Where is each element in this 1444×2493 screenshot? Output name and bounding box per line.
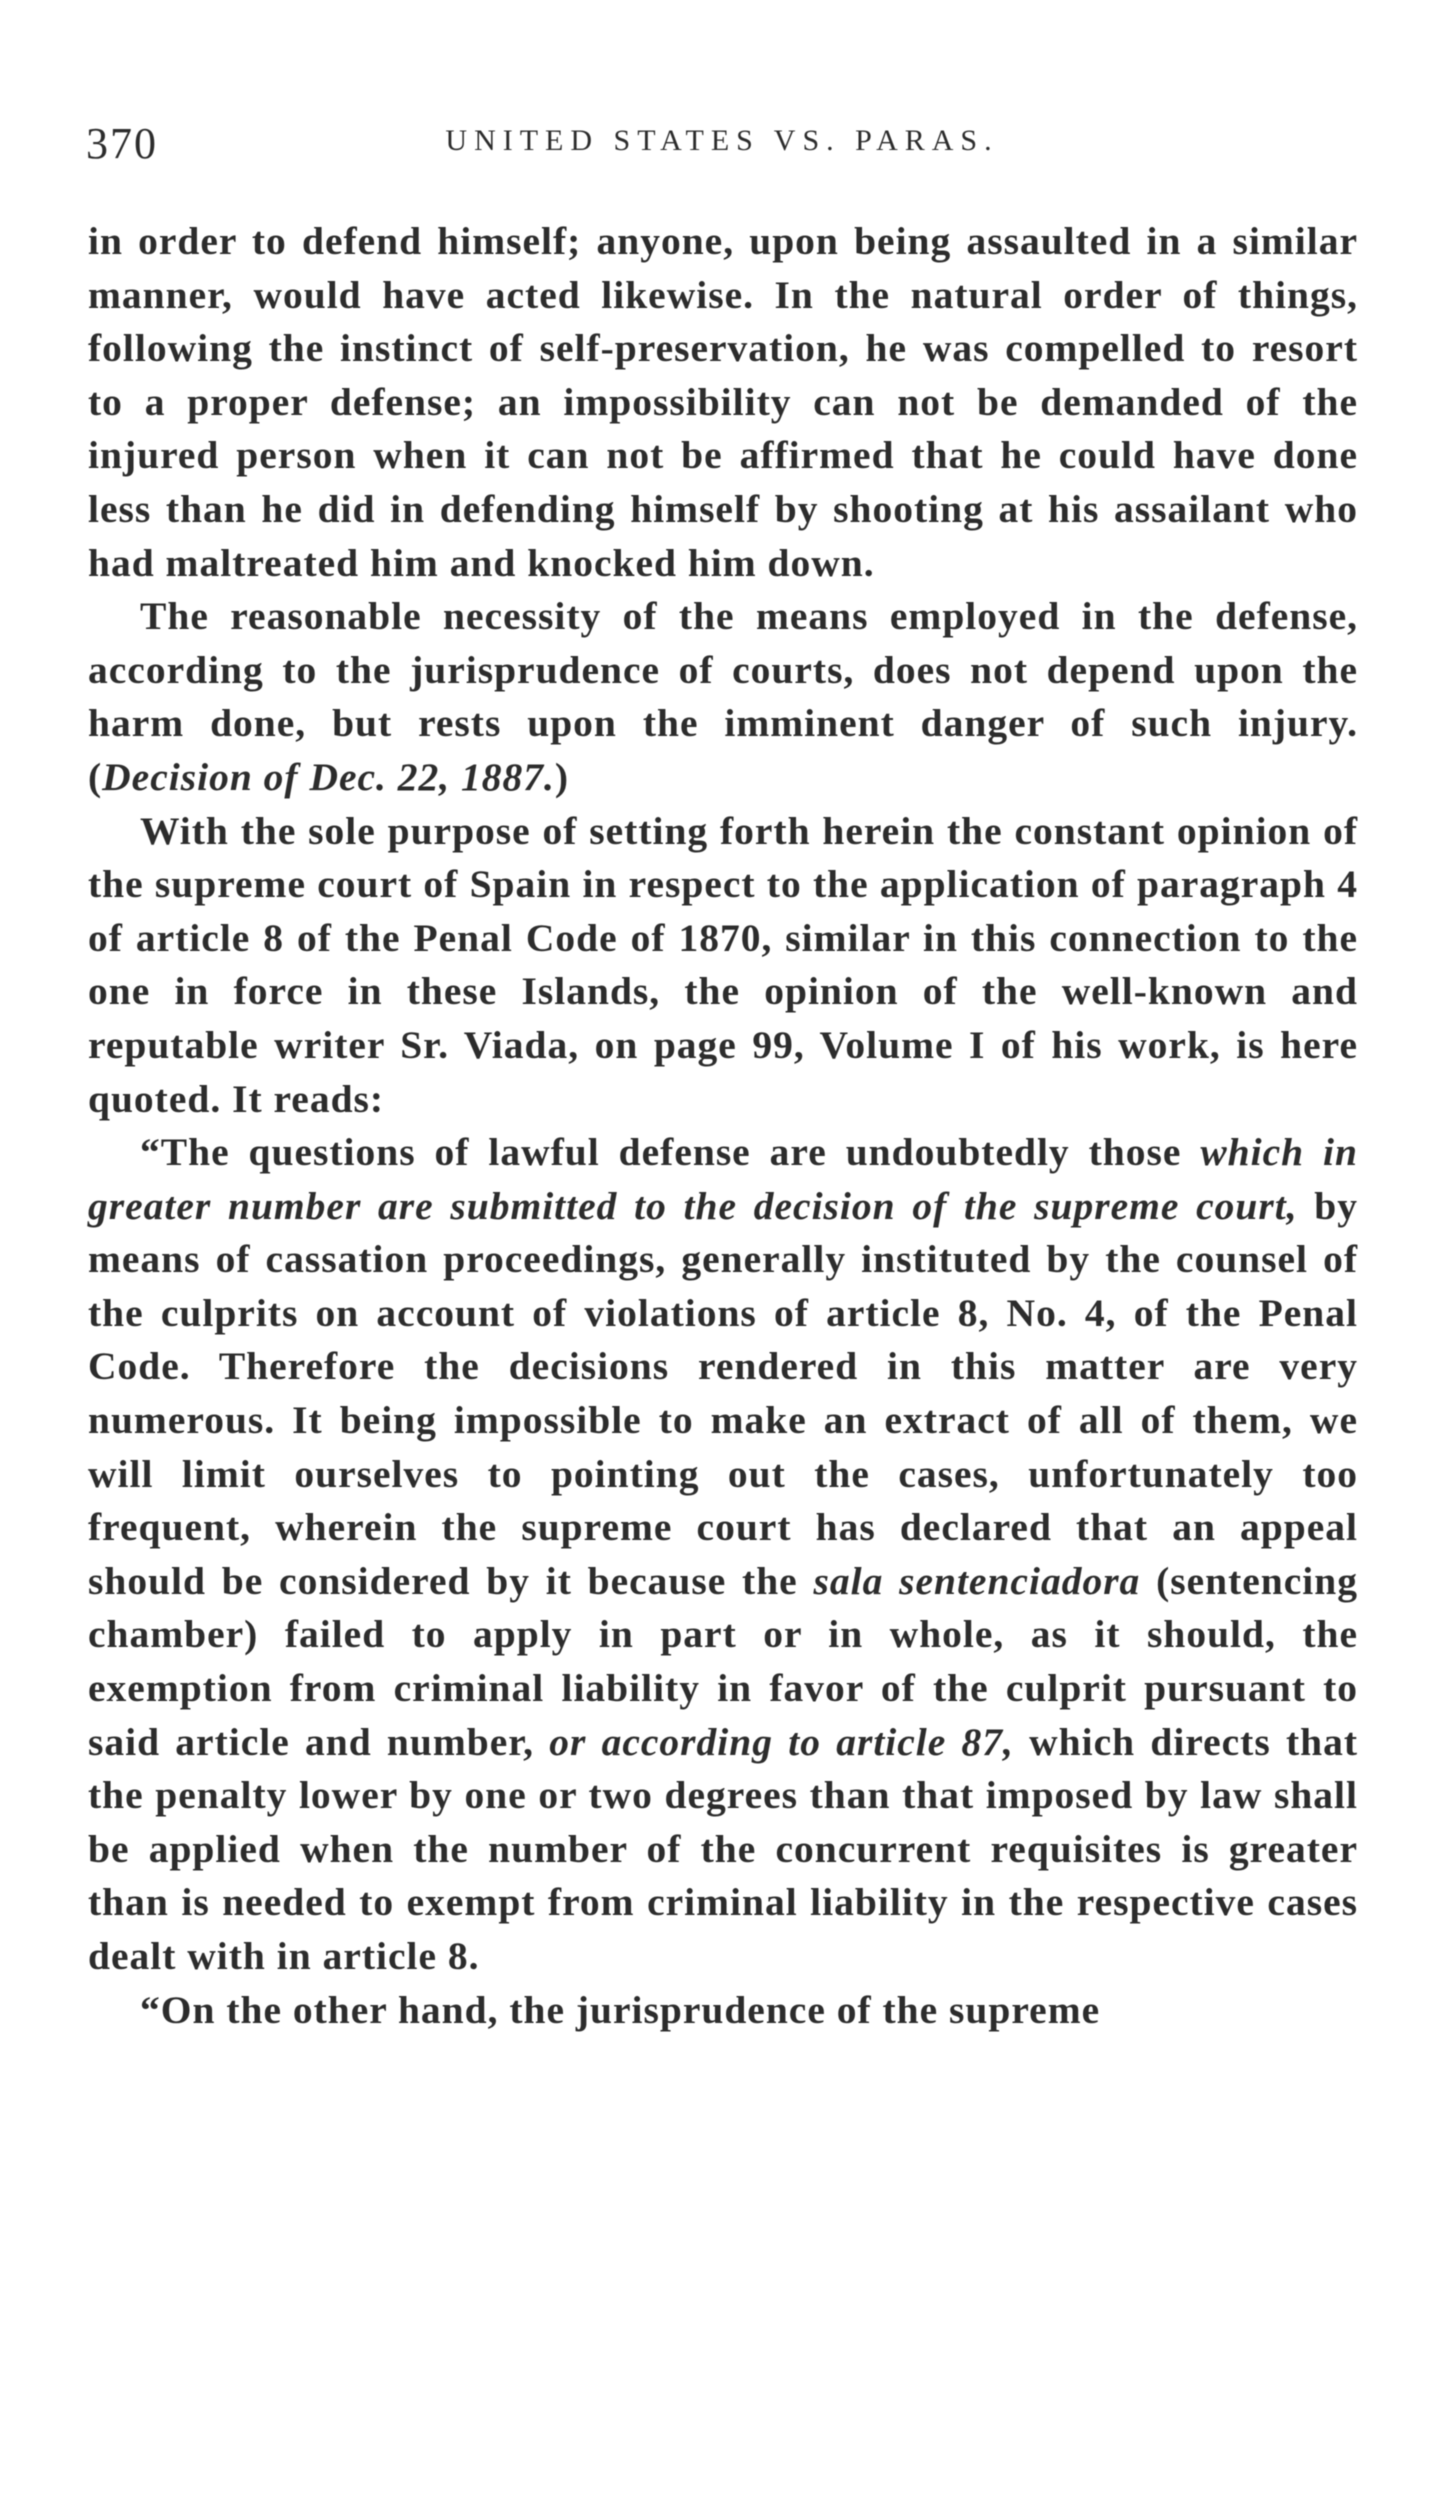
paragraph-5-text: “On the other hand, the jurisprudence of the supreme (140, 1987, 1101, 2032)
quote-emphasis-1: which in greater number are submitted to the decision of the supreme court, (88, 1130, 1358, 1228)
running-head (0, 118, 1444, 178)
paragraph-4-quote (88, 1126, 1358, 1984)
paragraph-2-close: ) (554, 754, 570, 799)
quote-text-2: by means of cassation proceedings, generally instituted by the counsel of the culprits on account of violations of article 8, No. 4, of the Penal Code. Therefore the decisions rendered in this matter are very numerous. It being impossible to make an extract of all of them, we will limit ourselves to pointing out the cases, unfortunately too frequent, wherein the supreme court has declared that an appeal should be considered by it because the (88, 1183, 1359, 1603)
paragraph-1 (88, 215, 1358, 590)
paragraph-5-quote (88, 1984, 1358, 2038)
quote-text-1: “The questions of lawful defense are undoubtedly those (140, 1130, 1201, 1175)
body-text (88, 215, 1358, 2037)
paragraph-2-text: The reasonable necessity of the means employed in the defense, according to the jurisprudence of courts, does not depend upon the harm done, but rests upon the imminent danger of such injury. ( (88, 594, 1358, 799)
quote-emphasis-3: or according to article 87, (549, 1719, 1014, 1764)
running-title: UNITED STATES VS. PARAS. (445, 124, 999, 157)
quote-text-4: which directs that the penalty lower by one or two degrees than that imposed by law shall be applied when the number of the concurrent requisites is greater than is needed to exempt from criminal liability in the respective cases dealt with in article 8. (88, 1719, 1358, 1978)
paragraph-2 (88, 590, 1358, 804)
decision-citation: Decision of Dec. 22, 1887. (102, 754, 555, 799)
paragraph-1-text: in order to defend himself; anyone, upon being assaulted in a similar manner, would have acted likewise. In the natural order of things, following the instinct of self-preservation, he was compelled to resort to a proper defense; an impossibility can not be demanded of the injured person when it can not be affirmed that he could have done less than he did in defending himself by shooting at his assailant who had maltreated him and knocked him down. (88, 219, 1358, 585)
quote-text-3: (sentencing chamber) failed to apply in part or in whole, as it should, the exemption from criminal liability in favor of the culprit pursuant to said article and number, (88, 1558, 1358, 1764)
paragraph-3-text: With the sole purpose of setting forth herein the constant opinion of the supreme court of Spain in respect to the application of paragraph 4 of article 8 of the Penal Code of 1870, similar in this connection to the one in force in these Islands, the opinion of the well-known and reputable writer Sr. Viada, on page 99, Volume I of his work, is here quoted. It reads: (88, 808, 1358, 1121)
page-number: 370 (86, 119, 158, 168)
quote-emphasis-2: sala sentenciadora (813, 1558, 1141, 1603)
paragraph-3 (88, 805, 1358, 1127)
